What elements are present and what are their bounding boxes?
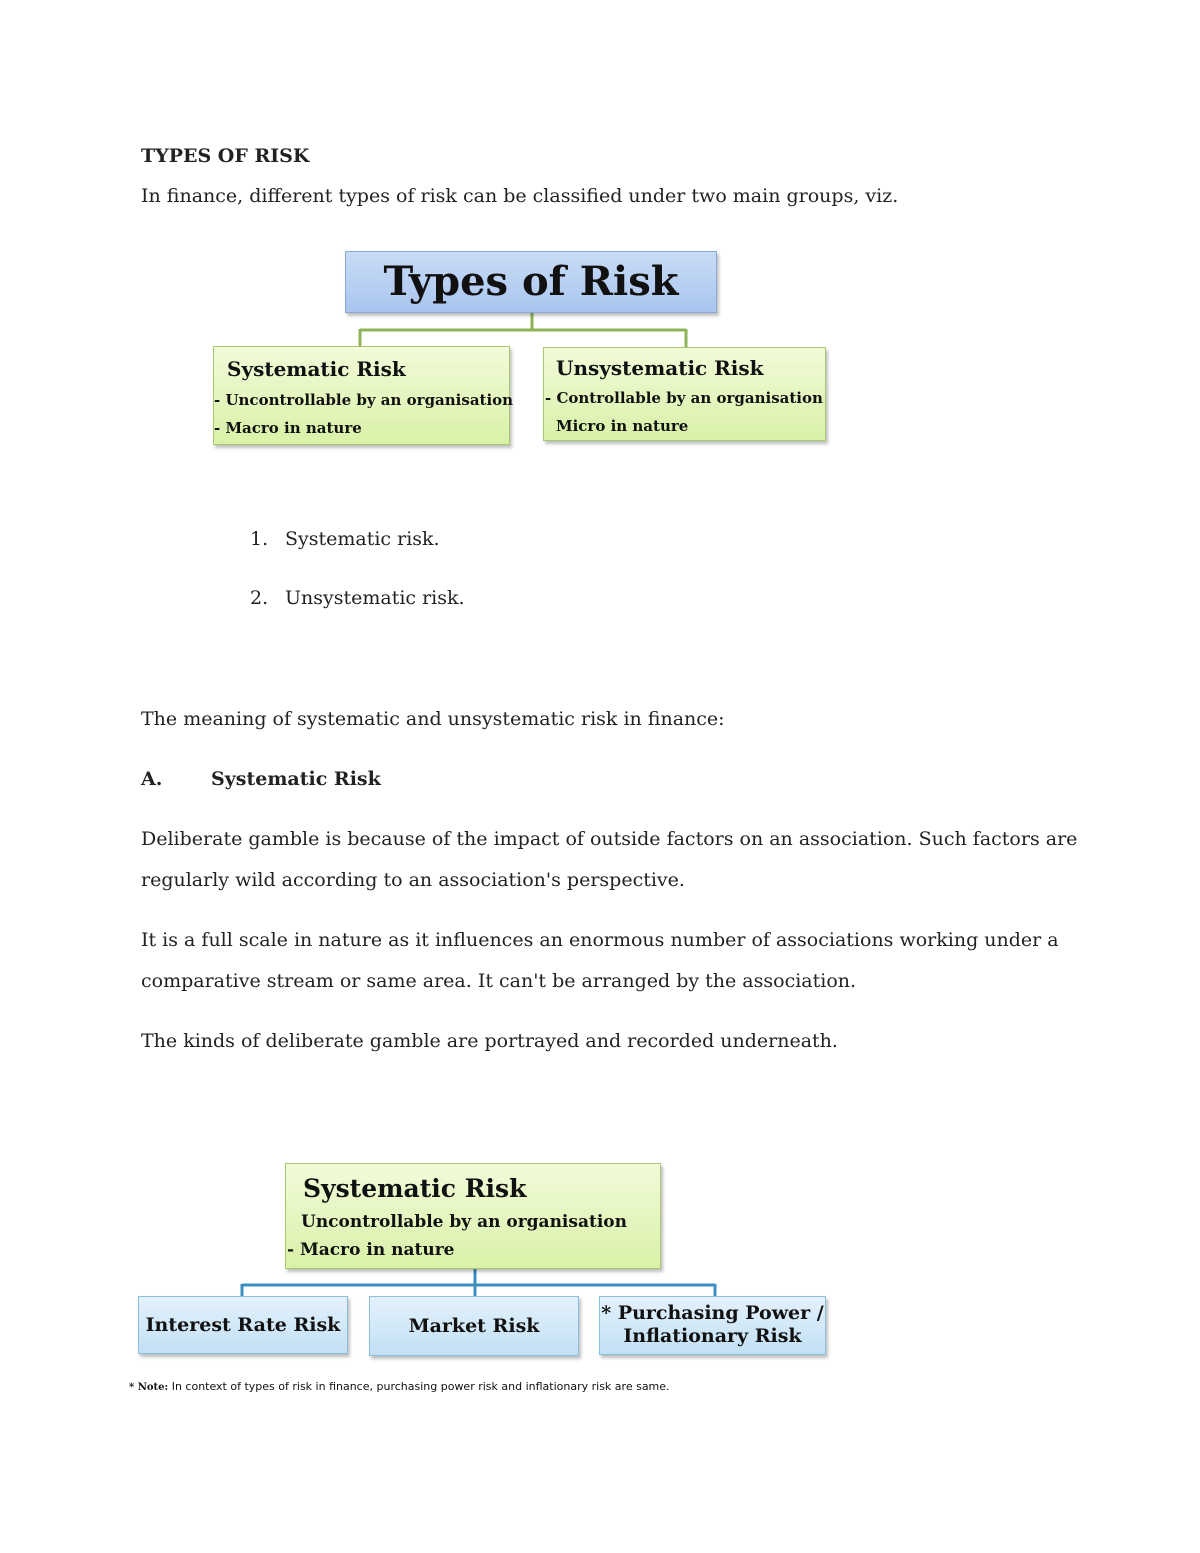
- unsystematic-risk-line2: Micro in nature: [556, 417, 689, 435]
- footnote-prefix: * Note:: [129, 1382, 169, 1393]
- systematic-risk-top-line2: - Macro in nature: [287, 1240, 455, 1260]
- diagram-footnote: [129, 1380, 670, 1393]
- page-heading: TYPES OF RISK: [141, 145, 310, 167]
- systematic-risk-line2: - Macro in nature: [214, 419, 362, 437]
- footnote-text: In context of types of risk in finance, purchasing power risk and inflationary risk are same.: [171, 1380, 670, 1393]
- systematic-risk-box: [213, 346, 514, 445]
- systematic-risk-diagram: [136, 1160, 836, 1360]
- types-of-risk-title: Types of Risk: [383, 258, 679, 305]
- interest-rate-risk-box: [138, 1296, 348, 1354]
- market-risk-box: [369, 1296, 579, 1356]
- types-of-risk-title-box: [345, 251, 717, 313]
- market-risk-label: Market Risk: [408, 1315, 540, 1337]
- list-item-1-text: Systematic risk.: [285, 528, 440, 550]
- types-of-risk-diagram: [210, 248, 830, 448]
- interest-rate-risk-label: Interest Rate Risk: [145, 1314, 341, 1336]
- para2-line2: comparative stream or same area. It can't be arranged by the association.: [141, 970, 857, 992]
- list-item-1-number: 1.: [250, 528, 269, 550]
- list-item-2-text: Unsystematic risk.: [285, 587, 465, 609]
- purchasing-power-risk-box: [599, 1296, 826, 1355]
- list-item-1: [250, 519, 440, 560]
- systematic-risk-box-title: Systematic Risk: [227, 357, 406, 381]
- section-a-title: Systematic Risk: [211, 768, 381, 790]
- purchasing-power-risk-label-line1: * Purchasing Power /: [601, 1302, 824, 1324]
- systematic-risk-top-box: [285, 1163, 661, 1269]
- list-item-2: [250, 578, 465, 619]
- unsystematic-risk-box-title: Unsystematic Risk: [556, 356, 764, 380]
- systematic-risk-top-line1: Uncontrollable by an organisation: [301, 1212, 627, 1232]
- para1-line1: Deliberate gamble is because of the impact of outside factors on an association. Such factors are: [141, 828, 1078, 850]
- systematic-risk-top-title: Systematic Risk: [303, 1174, 527, 1203]
- para3: The kinds of deliberate gamble are portrayed and recorded underneath.: [141, 1030, 838, 1052]
- unsystematic-risk-line1: - Controllable by an organisation: [545, 389, 823, 407]
- unsystematic-risk-box: [543, 347, 826, 441]
- para1-line2: regularly wild according to an association's perspective.: [141, 869, 685, 891]
- purchasing-power-risk-label-line2: Inflationary Risk: [623, 1325, 802, 1347]
- intro-paragraph: In finance, different types of risk can be classified under two main groups, viz.: [141, 185, 899, 207]
- section-a-letter: A.: [141, 768, 163, 790]
- list-item-2-number: 2.: [250, 587, 269, 609]
- meaning-paragraph: The meaning of systematic and unsystematic risk in finance:: [141, 708, 725, 730]
- systematic-risk-line1: - Uncontrollable by an organisation: [214, 391, 514, 409]
- para2-line1: It is a full scale in nature as it influences an enormous number of associations working under a: [141, 929, 1059, 951]
